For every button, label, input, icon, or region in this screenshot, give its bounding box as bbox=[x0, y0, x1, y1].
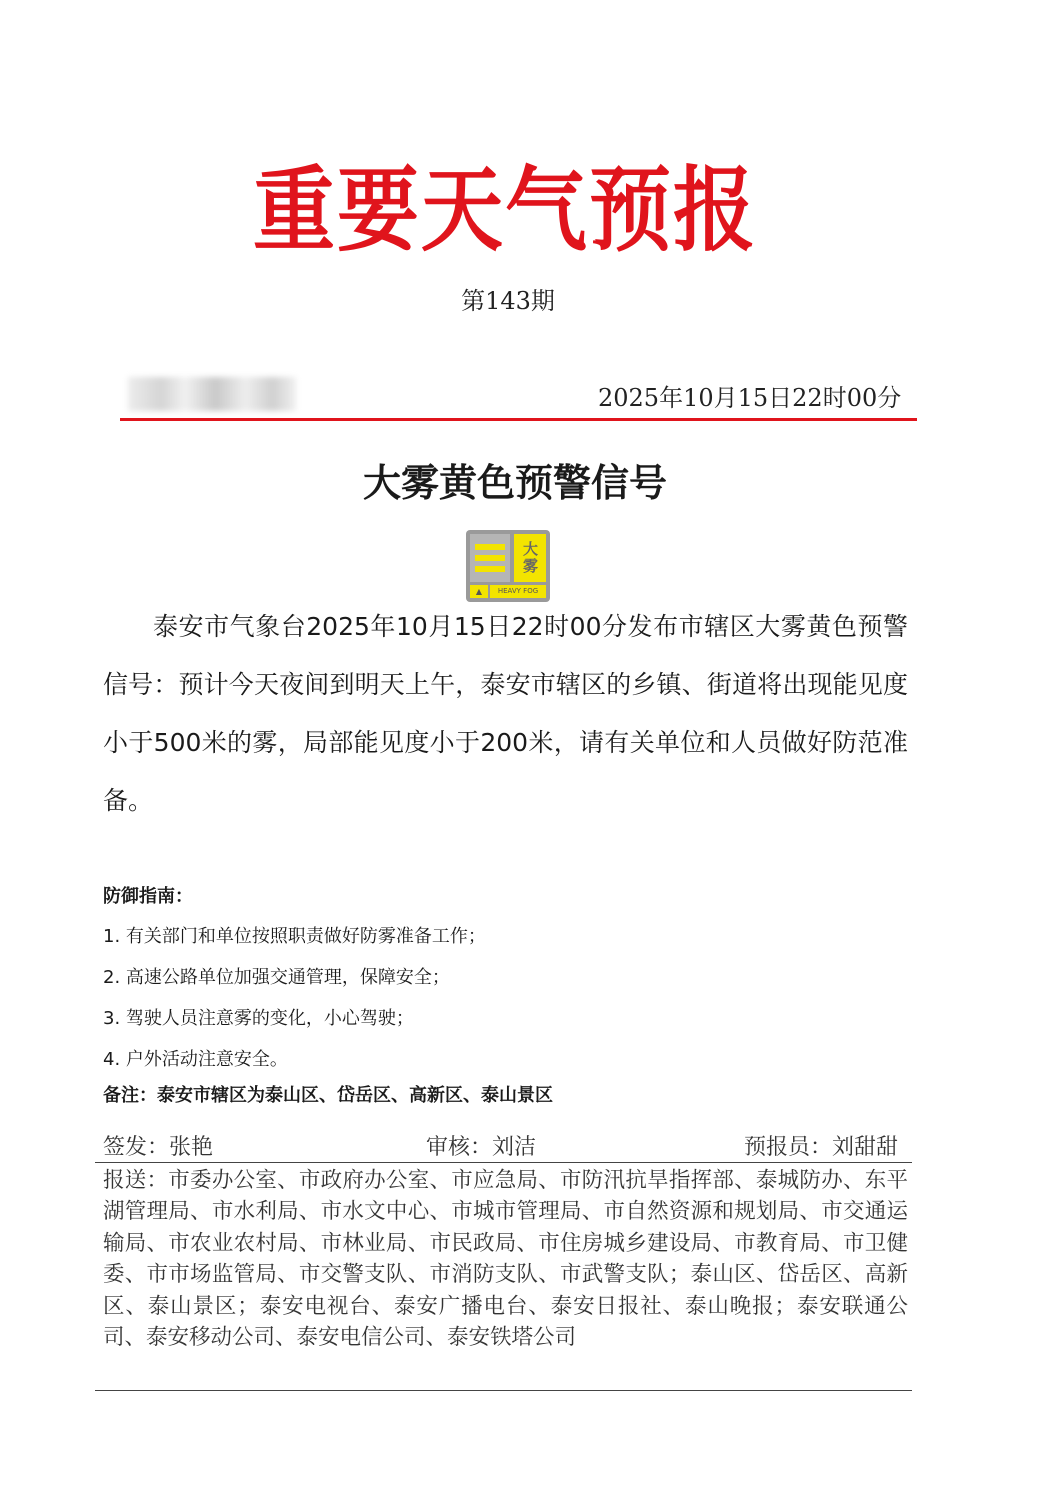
red-divider bbox=[120, 418, 917, 421]
document-title: 重要天气预报 bbox=[252, 157, 757, 265]
signal-title: 大雾黄色预警信号 bbox=[362, 460, 667, 505]
issue-number: 第143期 bbox=[461, 287, 555, 315]
divider-bottom bbox=[95, 1390, 912, 1391]
fog-label-cn bbox=[514, 534, 546, 582]
fog-label-cn-text: 大雾 bbox=[521, 541, 539, 575]
signature-row bbox=[103, 1130, 898, 1162]
remark: 备注：泰安市辖区为泰山区、岱岳区、高新区、泰山景区 bbox=[103, 1085, 553, 1106]
forecaster: 预报员：刘甜甜 bbox=[743, 1135, 898, 1160]
divider-top bbox=[95, 1162, 912, 1163]
guide-item: 4. 户外活动注意安全。 bbox=[103, 1049, 288, 1070]
fog-footer bbox=[470, 585, 546, 598]
issuer: 签发：张艳 bbox=[103, 1135, 214, 1160]
fog-footer-mark: ▲ bbox=[470, 585, 488, 598]
guide-item: 3. 驾驶人员注意雾的变化，小心驾驶； bbox=[103, 1008, 414, 1029]
distribution-list: 报送：市委办公室、市政府办公室、市应急局、市防汛抗旱指挥部、泰城防办、东平湖管理局、市水利局、市水文中心、市城市管理局、市自然资源和规划局、市交通运输局、市农业农村局、市林业局、市民政局、市住房城乡建设局、市教育局、市卫健委、市市场监管局、市交警支队、市消防支队、市武警支队；泰山区、岱岳区、高新区、泰山景区；泰安电视台、泰安广播电台、泰安日报社、泰山晚报；泰安联通公司、泰安移动公司、泰安电信公司、泰安铁塔公司 bbox=[103, 1168, 908, 1351]
guide-item: 2. 高速公路单位加强交通管理，保障安全； bbox=[103, 967, 450, 988]
issue-datetime: 2025年10月15日22时00分 bbox=[598, 384, 902, 412]
issuing-org-blurred bbox=[128, 377, 296, 411]
guide-heading: 防御指南： bbox=[103, 886, 193, 907]
fog-bars bbox=[470, 534, 510, 582]
guide-item: 1. 有关部门和单位按照职责做好防雾准备工作； bbox=[103, 926, 486, 947]
reviewer: 审核：刘洁 bbox=[426, 1135, 537, 1160]
heavy-fog-yellow-icon bbox=[466, 530, 550, 602]
fog-label-en: HEAVY FOG bbox=[490, 585, 546, 598]
warning-body: 泰安市气象台2025年10月15日22时00分发布市辖区大雾黄色预警信号：预计今天夜间到明天上午，泰安市辖区的乡镇、街道将出现能见度小于500米的雾，局部能见度小于200米，请有关单位和人员做好防范准备。 bbox=[103, 612, 908, 815]
